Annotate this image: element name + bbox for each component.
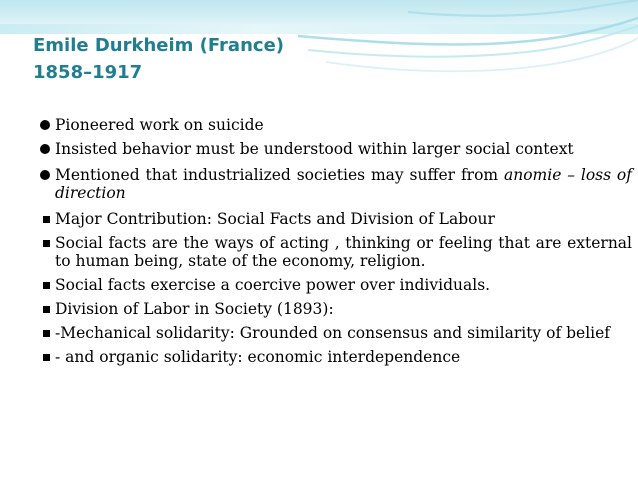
bullet-list [39, 116, 632, 372]
square-bullet-icon [39, 210, 55, 228]
swoosh-decoration [298, 0, 638, 120]
list-item-text: Division of Labor in Society (1893): [55, 300, 334, 318]
list-item-social-facts-definition [39, 234, 632, 270]
list-item-main-text: Mentioned that industrialized societies may suffer from [55, 166, 499, 184]
slide-title [33, 32, 284, 86]
list-item-social-context [39, 140, 632, 158]
list-item-text: Social facts are the ways of acting , thinking or feeling that are external to human being, state of the economy, religion. [55, 234, 632, 270]
list-item-text: - and organic solidarity: economic interdependence [55, 348, 461, 366]
circle-bullet-icon [39, 140, 55, 158]
square-bullet-icon [39, 300, 55, 318]
list-item-industrialized-societies [39, 166, 632, 202]
list-item-text: Social facts exercise a coercive power over individuals. [55, 276, 491, 294]
circle-bullet-icon [39, 116, 55, 134]
title-line-1: Emile Durkheim (France) [33, 35, 284, 56]
list-item-mechanical-solidarity [39, 324, 632, 342]
square-bullet-icon [39, 324, 55, 342]
title-line-2: 1858–1917 [33, 62, 143, 83]
list-item-coercive-power [39, 276, 632, 294]
square-bullet-icon [39, 276, 55, 294]
list-item-suicide [39, 116, 632, 134]
list-item-text: Insisted behavior must be understood within larger social context [55, 140, 574, 158]
circle-bullet-icon [39, 166, 55, 184]
anomie-italic-text: anomie – loss of direction [55, 166, 632, 202]
list-item-major-contribution [39, 210, 632, 228]
list-item-organic-solidarity [39, 348, 632, 366]
list-item-division-labor [39, 300, 632, 318]
square-bullet-icon [39, 348, 55, 366]
list-item-text [55, 166, 632, 202]
list-item-text: -Mechanical solidarity: Grounded on consensus and similarity of belief [55, 324, 611, 342]
list-item-text: Pioneered work on suicide [55, 116, 264, 134]
square-bullet-icon [39, 234, 55, 252]
list-item-text: Major Contribution: Social Facts and Division of Labour [55, 210, 495, 228]
